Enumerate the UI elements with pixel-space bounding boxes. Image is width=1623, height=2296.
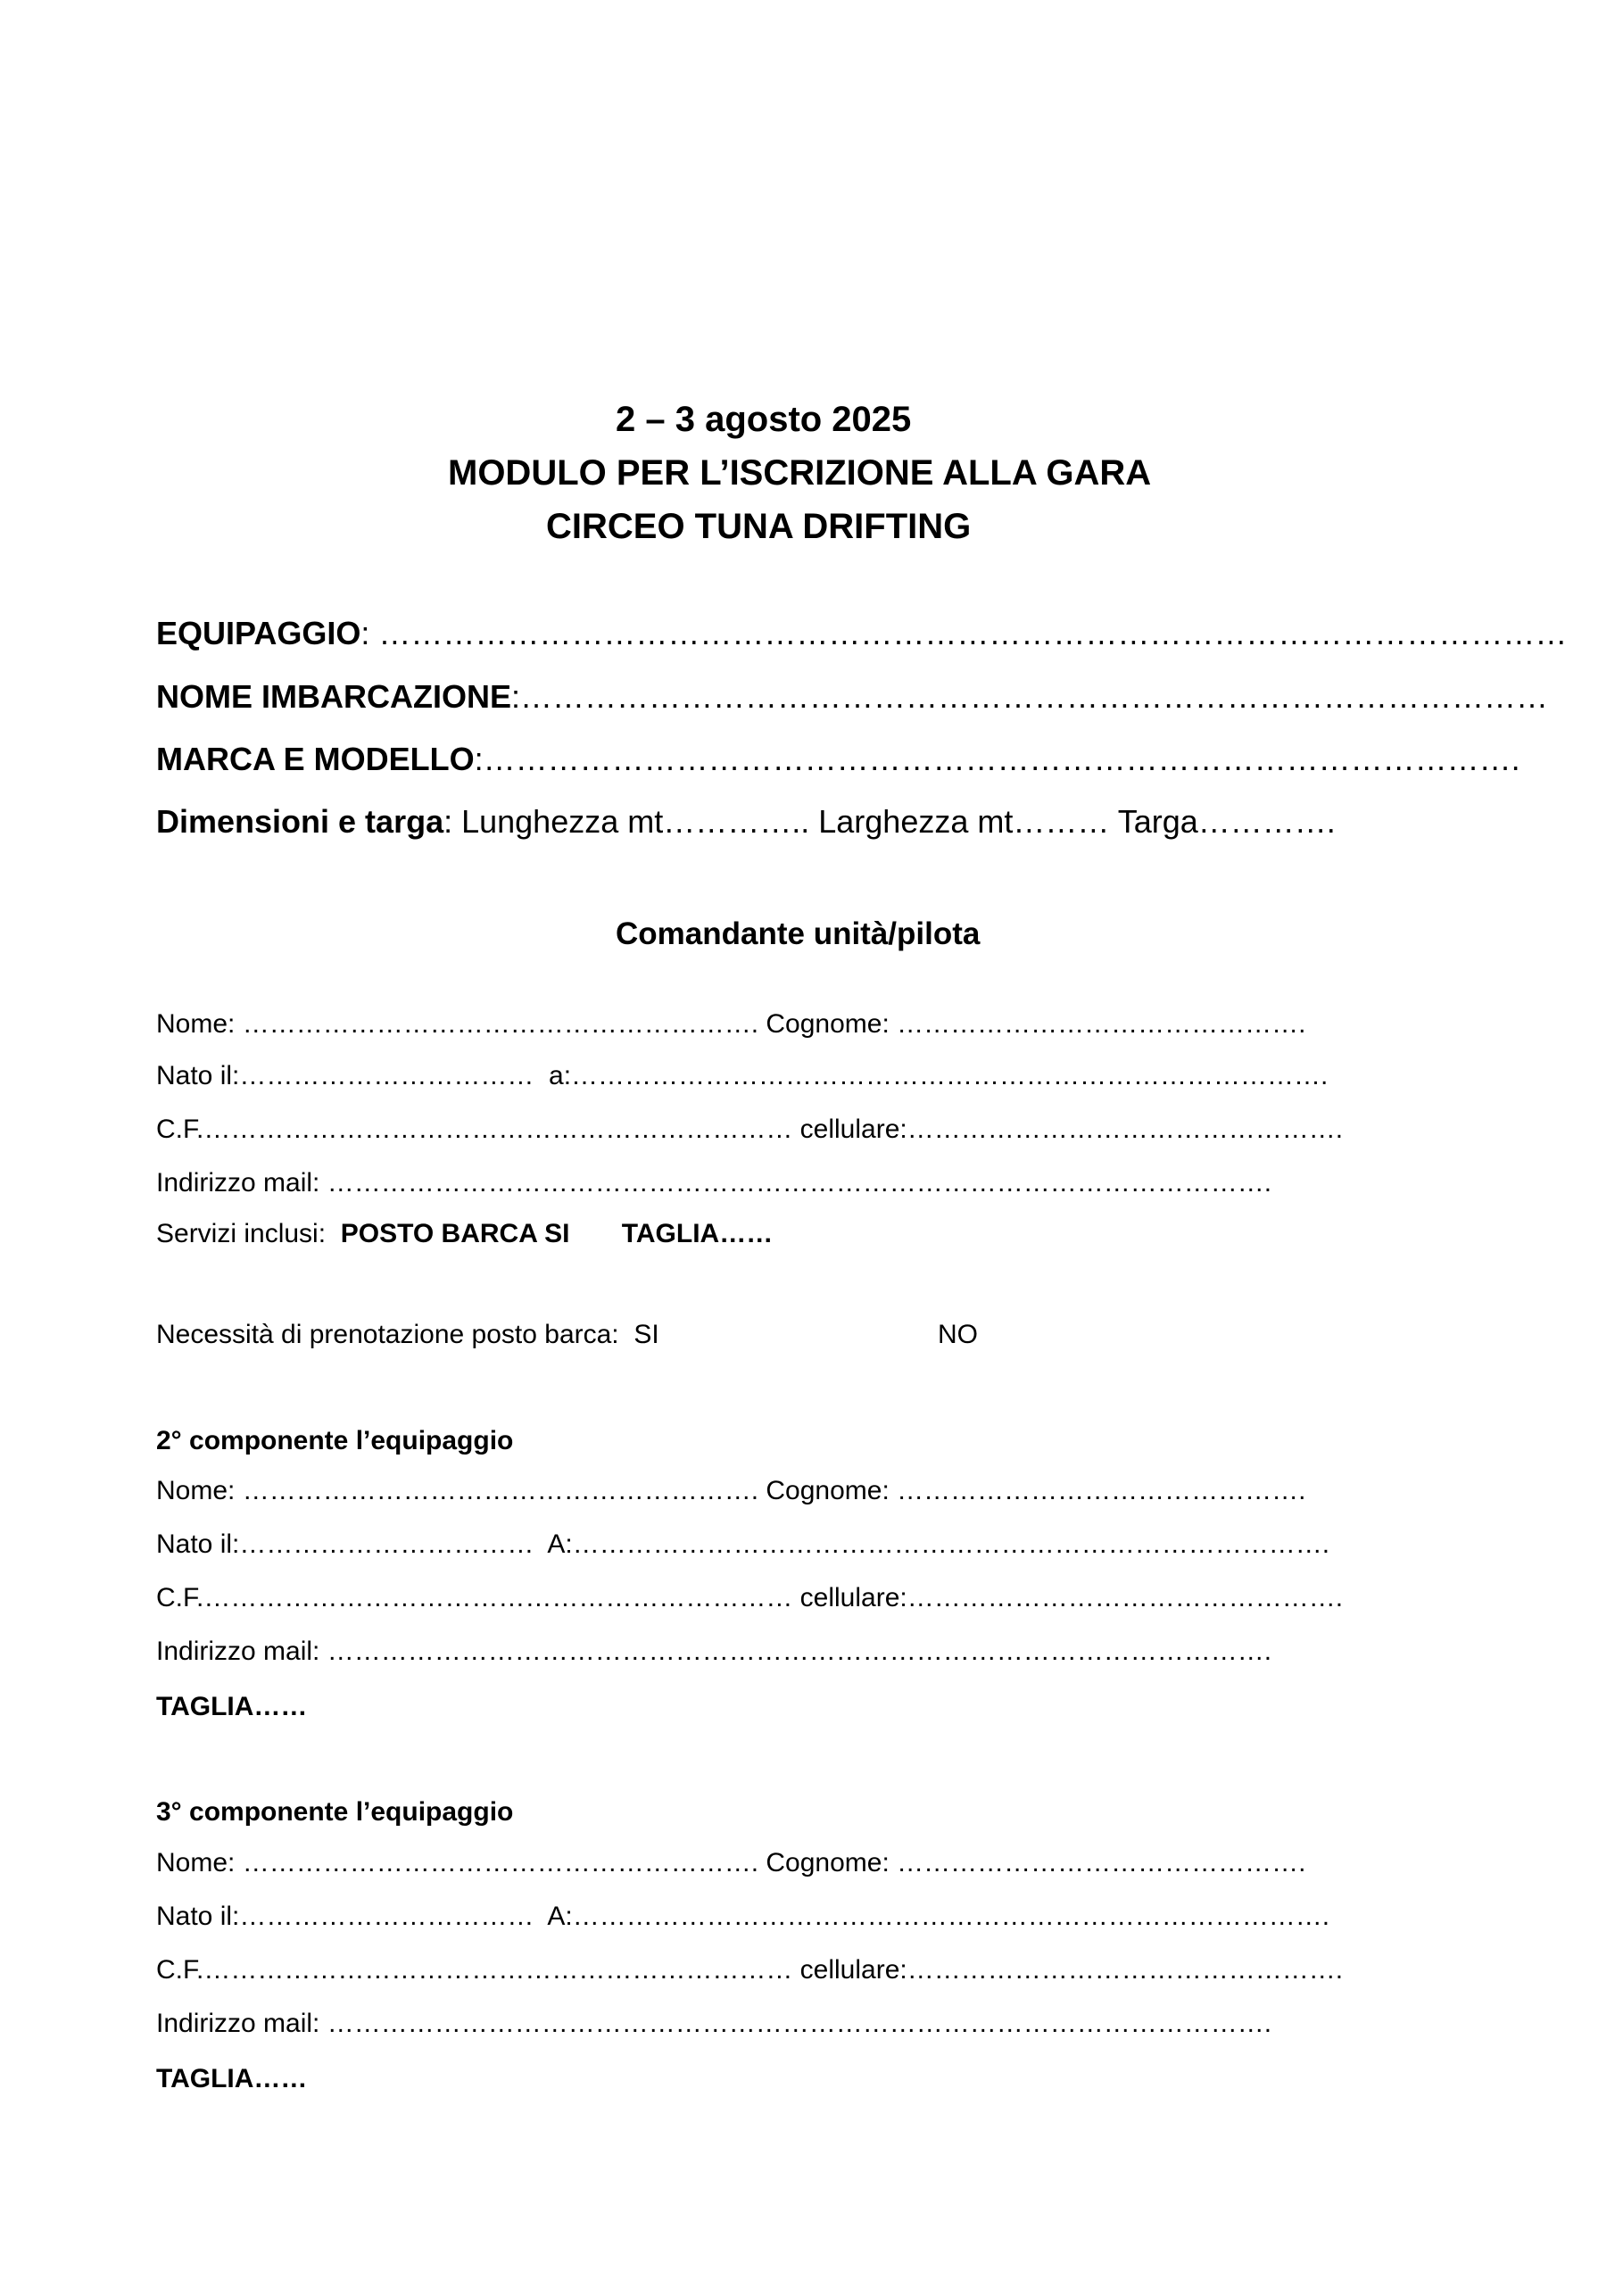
comandante-nato-field[interactable]: Nato il:…………………………… a:………………………………………………………………………….	[156, 1061, 1329, 1090]
marca-modello-field[interactable]: :…………………………………………………………………………………….	[474, 741, 1520, 777]
dimensioni-targa-field[interactable]: : Lunghezza mt………….. Larghezza mt……… Targa………….	[443, 803, 1336, 840]
nome-imbarcazione-label: NOME IMBARCAZIONE	[156, 678, 511, 715]
marca-modello-label: MARCA E MODELLO	[156, 741, 475, 777]
componente-3-heading: 3° componente l’equipaggio	[156, 1797, 514, 1827]
posto-barca-option[interactable]: POSTO BARCA SI	[340, 1219, 570, 1248]
equipaggio-label: EQUIPAGGIO	[156, 615, 361, 651]
componente-2-mail-field[interactable]: Indirizzo mail: …………………………………………………………………………………………….	[156, 1637, 1272, 1666]
componente-2-taglia-field[interactable]: TAGLIA……	[156, 1692, 308, 1721]
componente-2-heading: 2° componente l’equipaggio	[156, 1426, 514, 1455]
nome-imbarcazione-field[interactable]: :……………………………………………………………………………………	[511, 678, 1549, 715]
marca-modello-row[interactable]	[156, 741, 1520, 778]
componente-2-nome-field[interactable]: Nome: …………………………………………………. Cognome: ……………………………………….	[156, 1476, 1306, 1505]
prenotazione-si-option[interactable]: Necessità di prenotazione posto barca: SI	[156, 1320, 659, 1349]
comandante-cf-field[interactable]: C.F.………………………………………………………… cellulare:………………………………………….	[156, 1115, 1344, 1144]
componente-2-cf-field[interactable]: C.F.………………………………………………………… cellulare:………………………………………….	[156, 1583, 1344, 1612]
prenotazione-no-option[interactable]: NO	[938, 1320, 978, 1349]
servizi-inclusi-row	[156, 1219, 773, 1249]
event-date: 2 – 3 agosto 2025	[616, 400, 912, 439]
dimensioni-targa-label: Dimensioni e targa	[156, 803, 444, 840]
comandante-nome-field[interactable]: Nome: …………………………………………………. Cognome: ……………………………………….	[156, 1009, 1306, 1039]
equipaggio-field[interactable]: : …………………………………………………………………………………………………	[360, 615, 1568, 651]
servizi-label: Servizi inclusi:	[156, 1219, 327, 1248]
equipaggio-row[interactable]	[156, 615, 1567, 652]
dimensioni-targa-row[interactable]	[156, 803, 1336, 841]
componente-2-nato-field[interactable]: Nato il:…………………………… A:………………………………………………………………………….	[156, 1529, 1330, 1559]
form-title: MODULO PER L’ISCRIZIONE ALLA GARA	[448, 453, 1152, 493]
componente-3-mail-field[interactable]: Indirizzo mail: …………………………………………………………………………………………….	[156, 2009, 1272, 2038]
componente-3-nome-field[interactable]: Nome: …………………………………………………. Cognome: ……………………………………….	[156, 1848, 1306, 1877]
nome-imbarcazione-row[interactable]	[156, 678, 1548, 716]
componente-3-taglia-field[interactable]: TAGLIA……	[156, 2064, 308, 2093]
componente-3-cf-field[interactable]: C.F.………………………………………………………… cellulare:………………………………………….	[156, 1955, 1344, 1985]
comandante-heading: Comandante unità/pilota	[616, 916, 981, 951]
comandante-mail-field[interactable]: Indirizzo mail: …………………………………………………………………………………………….	[156, 1168, 1272, 1198]
componente-3-nato-field[interactable]: Nato il:…………………………… A:………………………………………………………………………….	[156, 1902, 1330, 1931]
comandante-taglia-field[interactable]: TAGLIA……	[621, 1219, 774, 1248]
event-name: CIRCEO TUNA DRIFTING	[546, 507, 972, 546]
